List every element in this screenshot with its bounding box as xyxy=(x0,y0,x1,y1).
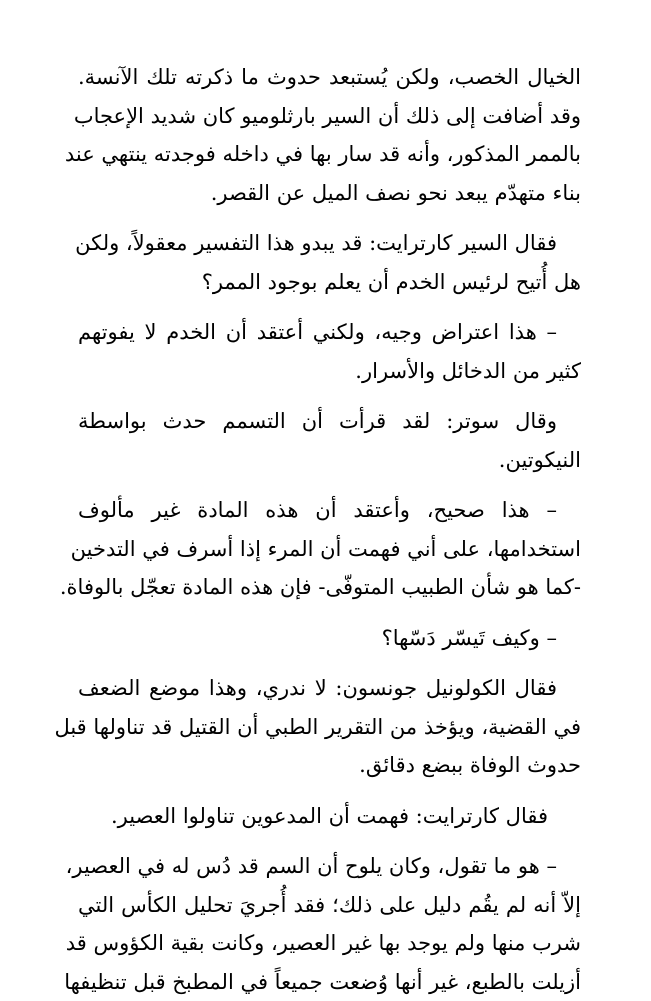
paragraph-2 xyxy=(78,224,581,301)
text-line: هل أُتيح لرئيس الخدم أن يعلم بوجود الممر؟ xyxy=(78,263,581,302)
paragraph-6 xyxy=(78,619,581,658)
paragraph-5 xyxy=(78,491,581,607)
text-line: فقال الكولونيل جونسون: لا ندري، وهذا موضع الضعف xyxy=(78,669,581,708)
text-line: النيكوتين. xyxy=(78,441,581,480)
text-line: بالممر المذكور، وأنه قد سار بها في داخله فوجدته ينتهي عند xyxy=(78,135,581,174)
text-line: إلاّ أنه لم يقُم دليل على ذلك؛ فقد أُجريَ تحليل الكأس التي xyxy=(78,886,581,925)
text-line: فقال السير كارترايت: قد يبدو هذا التفسير معقولاً، ولكن xyxy=(78,224,581,263)
text-line: استخدامها، على أني فهمت أن المرء إذا أسرف في التدخين xyxy=(78,530,581,569)
paragraph-9 xyxy=(78,847,581,1001)
paragraph-8 xyxy=(78,797,581,836)
text-line: وقد أضافت إلى ذلك أن السير بارثلوميو كان شديد الإعجاب xyxy=(78,97,581,136)
text-line: الخيال الخصب، ولكن يُستبعد حدوث ما ذكرته تلك الآنسة. xyxy=(78,58,581,97)
text-line: كثير من الدخائل والأسرار. xyxy=(78,352,581,391)
text-line: بناء متهدّم يبعد نحو نصف الميل عن القصر. xyxy=(78,174,581,213)
paragraph-3 xyxy=(78,313,581,390)
text-line: – وكيف تَيسّر دَسّها؟ xyxy=(78,619,581,658)
text-line: -كما هو شأن الطبيب المتوفّى- فإن هذه المادة تعجّل بالوفاة. xyxy=(78,568,581,607)
text-line: وقال سوتر: لقد قرأت أن التسمم حدث بواسطة xyxy=(78,402,581,441)
paragraph-4 xyxy=(78,402,581,479)
text-line: أزيلت بالطبع، غير أنها وُضعت جميعاً في المطبخ قبل تنظيفها xyxy=(78,963,581,1001)
paragraph-7 xyxy=(78,669,581,785)
text-line: – هذا اعتراض وجيه، ولكني أعتقد أن الخدم لا يفوتهم xyxy=(78,313,581,352)
text-line: شرب منها ولم يوجد بها غير العصير، وكانت بقية الكؤوس قد xyxy=(78,924,581,963)
text-line: – هذا صحيح، وأعتقد أن هذه المادة غير مألوف xyxy=(78,491,581,530)
paragraph-1 xyxy=(78,58,581,212)
text-line: حدوث الوفاة ببضع دقائق. xyxy=(78,746,581,785)
text-line: – هو ما تقول، وكان يلوح أن السم قد دُس له في العصير، xyxy=(78,847,581,886)
text-line: فقال كارترايت: فهمت أن المدعوين تناولوا العصير. xyxy=(78,797,581,836)
text-line: في القضية، ويؤخذ من التقرير الطبي أن القتيل قد تناولها قبل xyxy=(78,708,581,747)
